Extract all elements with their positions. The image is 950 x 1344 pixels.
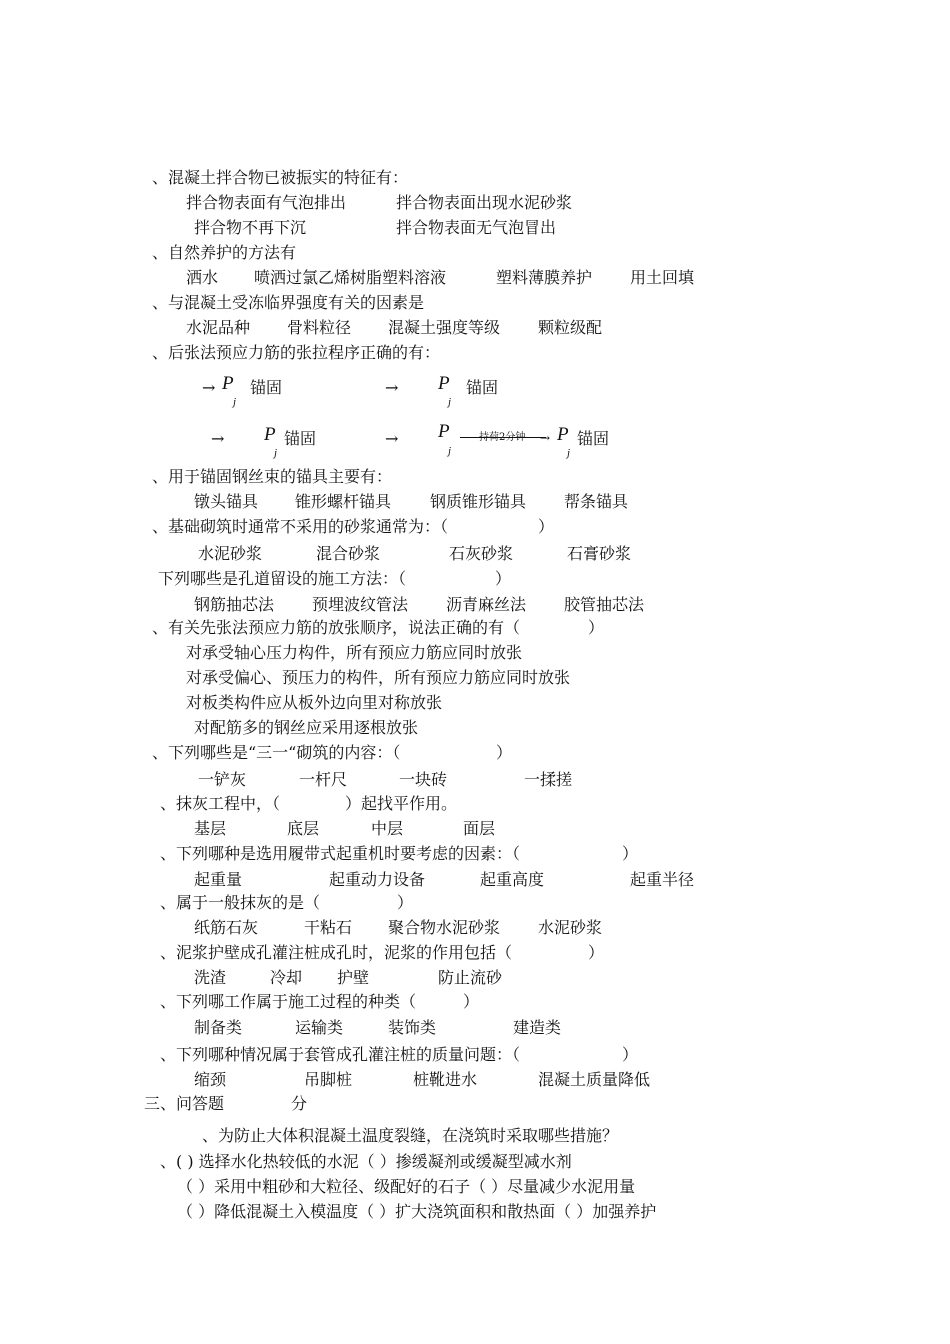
q4-b-p: P [438,373,450,394]
q1-option-d: 拌合物表面无气泡冒出 [396,218,557,237]
q15-close: ） [622,1045,639,1064]
q10-option-a: 基层 [194,819,227,838]
q7-title: 下列哪些是孔道留设的施工方法：（ [158,569,407,588]
section3-question: 、为防止大体积混凝土温度裂缝，在浇筑时采取哪些措施？ [202,1126,619,1145]
q13-option-a: 洗渣 [194,968,227,987]
q1-option-a: 拌合物表面有气泡排出 [186,193,347,212]
q8-option-b: 对承受偏心、预压力的构件，所有预应力筋应同时放张 [186,668,571,687]
q15-title: 、下列哪种情况属于套管成孔灌注桩的质量问题：（ [160,1045,521,1064]
q14-option-d: 建造类 [513,1018,562,1037]
q4-d-j1: j [448,445,452,457]
q5-title: 、用于锚固钢丝束的锚具主要有： [152,467,393,486]
q13-option-d: 防止流砂 [438,968,503,987]
q4-d-p1: P [438,421,450,442]
q12-option-b: 干粘石 [304,918,353,937]
q11-title: 、下列哪种是选用履带式起重机时要考虑的因素：（ [160,844,521,863]
q6-close: ） [538,517,555,536]
q8-option-c: 对板类构件应从板外边向里对称放张 [186,693,443,712]
q4-c-j: j [274,447,278,459]
q10-title: 、抹灰工程中，（ [160,794,281,813]
q6-option-a: 水泥砂浆 [198,544,263,563]
q6-option-c: 石灰砂浆 [449,544,514,563]
q4-b-j: j [448,396,452,408]
q5-option-b: 锥形螺杆锚具 [295,492,392,511]
q2-title: 、自然养护的方法有 [152,243,297,262]
q3-option-d: 颗粒级配 [538,318,603,337]
q13-option-b: 冷却 [270,968,303,987]
q8-title: 、有关先张法预应力筋的放张顺序，说法正确的有（ [152,618,521,637]
q15-option-a: 缩颈 [194,1070,227,1089]
q6-option-d: 石膏砂浆 [567,544,632,563]
q4-title: 、后张法预应力筋的张拉程序正确的有： [152,343,441,362]
q6-option-b: 混合砂浆 [316,544,381,563]
q3-title: 、与混凝土受冻临界强度有关的因素是 [152,293,425,312]
q10-option-d: 面层 [463,819,496,838]
q4-b-arrow: → [385,378,399,397]
q4-a-arrow: → [202,378,216,397]
section3-answer-line3: （ ）降低混凝土入模温度（ ）扩大浇筑面积和散热面（ ）加强养护 [177,1202,657,1221]
q3-option-a: 水泥品种 [186,318,251,337]
q12-close: ） [397,893,414,912]
q9-option-c: 一块砖 [399,770,448,789]
q2-option-a: 洒水 [186,268,219,287]
q4-a-anchor: 锚固 [250,378,283,397]
q10-option-c: 中层 [371,819,404,838]
q4-d-p2: P [557,424,569,445]
q4-d-hold-label: 持荷2分钟 [479,432,526,443]
q12-option-c: 聚合物水泥砂浆 [388,918,501,937]
q14-close: ） [463,992,480,1011]
q13-close: ） [588,943,605,962]
q4-b-anchor: 锚固 [466,378,499,397]
q7-option-b: 预埋波纹管法 [312,595,409,614]
q11-close: ） [622,844,639,863]
q4-a-j: j [233,396,237,408]
q11-option-c: 起重高度 [480,870,545,889]
q14-option-a: 制备类 [194,1018,243,1037]
q3-option-c: 混凝土强度等级 [388,318,501,337]
q11-option-b: 起重动力设备 [329,870,426,889]
q11-option-d: 起重半径 [630,870,695,889]
q12-option-a: 纸筋石灰 [194,918,259,937]
q4-d-arrow: → [385,429,399,448]
q4-c-anchor: 锚固 [284,429,317,448]
q14-title: 、下列哪工作属于施工过程的种类（ [160,992,417,1011]
q4-a-p: P [222,373,234,394]
q14-option-c: 装饰类 [388,1018,437,1037]
q5-option-a: 镦头锚具 [194,492,259,511]
q2-option-c: 塑料薄膜养护 [496,268,593,287]
q10-close: ）起找平作用。 [345,794,458,813]
q12-title: 、属于一般抹灰的是（ [160,893,321,912]
q2-option-d: 用土回填 [630,268,695,287]
section3-score: 分 [291,1094,308,1113]
q4-d-j2: j [567,447,571,459]
q9-close: ） [496,743,513,762]
q7-option-c: 沥青麻丝法 [446,595,527,614]
q1-option-c: 拌合物不再下沉 [194,218,307,237]
q1-title: 、混凝土拌合物已被振实的特征有： [152,168,409,187]
q4-d-hold-arrowhead: → [540,431,551,445]
q13-option-c: 护壁 [337,968,370,987]
section3-title: 三、问答题 [144,1094,225,1113]
q8-option-d: 对配筋多的钢丝应采用逐根放张 [194,718,419,737]
q9-option-a: 一铲灰 [198,770,247,789]
q13-title: 、泥浆护壁成孔灌注桩成孔时，泥浆的作用包括（ [160,943,513,962]
q8-close: ） [588,618,605,637]
q7-close: ） [495,569,512,588]
q1-option-b: 拌合物表面出现水泥砂浆 [396,193,573,212]
q4-d-anchor: 锚固 [577,429,610,448]
q4-c-arrow: → [211,429,225,448]
q2-option-b: 喷洒过氯乙烯树脂塑料溶液 [254,268,447,287]
q15-option-b: 吊脚桩 [304,1070,353,1089]
section3-answer-line1: 、( ) 选择水化热较低的水泥（ ）掺缓凝剂或缓凝型减水剂 [160,1152,572,1171]
q5-option-c: 钢质锥形锚具 [430,492,527,511]
q14-option-b: 运输类 [295,1018,344,1037]
section3-answer-line2: （ ）采用中粗砂和大粒径、级配好的石子（ ）尽量减少水泥用量 [177,1177,636,1196]
q4-c-p: P [264,424,276,445]
q8-option-a: 对承受轴心压力构件，所有预应力筋应同时放张 [186,643,523,662]
q3-option-b: 骨料粒径 [287,318,352,337]
q12-option-d: 水泥砂浆 [538,918,603,937]
q7-option-a: 钢筋抽芯法 [194,595,275,614]
q9-title: 、下列哪些是“三一“砌筑的内容：（ [152,743,401,762]
q6-title: 、基础砌筑时通常不采用的砂浆通常为：（ [152,517,449,536]
q15-option-c: 桩靴进水 [413,1070,478,1089]
q10-option-b: 底层 [287,819,320,838]
q5-option-d: 帮条锚具 [564,492,629,511]
q11-option-a: 起重量 [194,870,243,889]
q7-option-d: 胶管抽芯法 [564,595,645,614]
q15-option-d: 混凝土质量降低 [538,1070,651,1089]
q9-option-d: 一揉搓 [524,770,573,789]
q9-option-b: 一杆尺 [299,770,348,789]
